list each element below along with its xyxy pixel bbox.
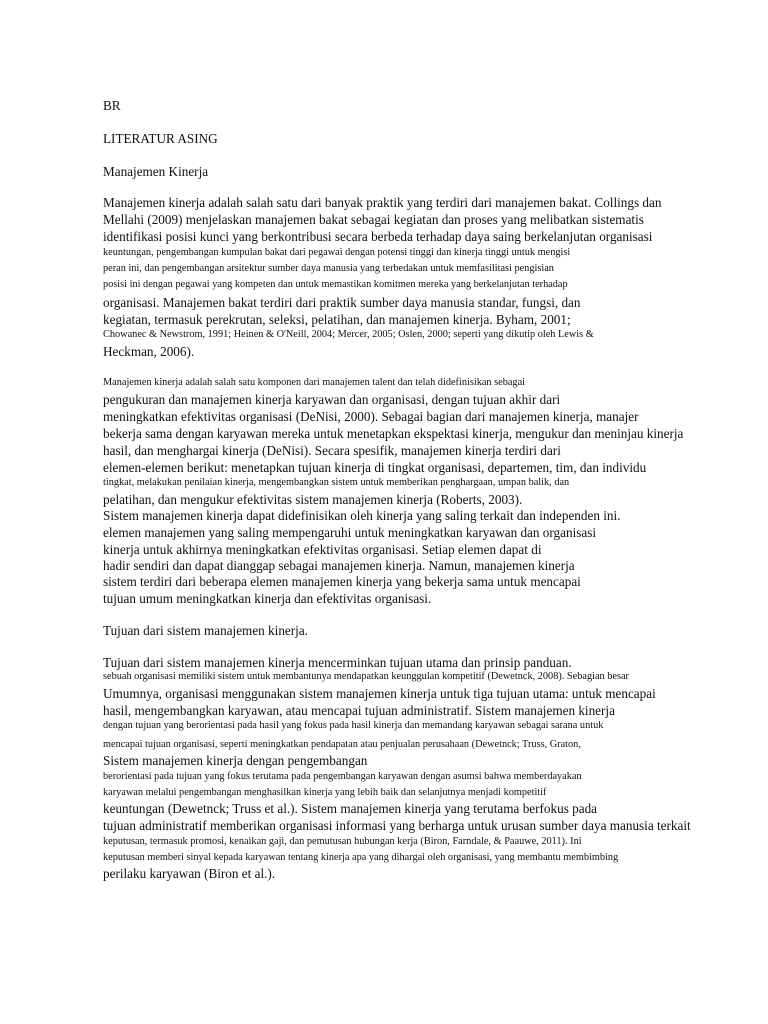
paragraph-1-line: keuntungan, pengembangan kumpulan bakat dari pegawai dengan potensi tinggi dan kinerja tinggi untuk mengisi <box>103 247 571 258</box>
paragraph-2-line: hasil, dan menghargai kinerja (DeNisi). Secara spesifik, manajemen kinerja terdiri dari <box>103 443 561 458</box>
paragraph-2-line: tujuan umum meningkatkan kinerja dan efektivitas organisasi. <box>103 591 432 606</box>
section-title-manajemen-kinerja: Manajemen Kinerja <box>103 164 209 179</box>
paragraph-2-line: elemen manajemen yang saling mempengaruhi untuk meningkatkan karyawan dan organisasi <box>103 525 597 540</box>
paragraph-2-line: Manajemen kinerja adalah salah satu komponen dari manajemen talent dan telah didefinisikan sebagai <box>103 377 526 388</box>
heading-br: BR <box>103 98 121 113</box>
paragraph-2-line: hadir sendiri dan dapat dianggap sebagai manajemen kinerja. Namun, manajemen kinerja <box>103 558 575 573</box>
paragraph-2-line: pelatihan, dan mengukur efektivitas sistem manajemen kinerja (Roberts, 2003). <box>103 492 523 507</box>
paragraph-2-line: meningkatkan efektivitas organisasi (DeNisi, 2000). Sebagai bagian dari manajemen kinerja, manajer <box>103 409 639 424</box>
paragraph-3-line: hasil, mengembangkan karyawan, atau mencapai tujuan administratif. Sistem manajemen kinerja <box>103 703 615 718</box>
paragraph-2-line: elemen-elemen berikut: menetapkan tujuan kinerja di tingkat organisasi, departemen, tim, dan individu <box>103 460 647 475</box>
paragraph-2-line: bekerja sama dengan karyawan mereka untuk menetapkan ekspektasi kinerja, mengukur dan meninjau kinerja <box>103 426 684 441</box>
paragraph-1-line: peran ini, dan pengembangan arsitektur sumber daya manusia yang terbedakan untuk memfasilitasi pengisian <box>103 263 554 274</box>
paragraph-3-line: keuntungan (Dewetnck; Truss et al.). Sistem manajemen kinerja yang terutama berfokus pada <box>103 801 598 816</box>
paragraph-3-line: mencapai tujuan organisasi, seperti meningkatkan pendapatan atau penjualan perusahaan (Dewetnck; Truss, Graton, <box>103 739 581 750</box>
paragraph-3-line: perilaku karyawan (Biron et al.). <box>103 866 276 881</box>
paragraph-1-line: Heckman, 2006). <box>103 344 195 359</box>
paragraph-2-line: sistem terdiri dari beberapa elemen manajemen kinerja yang bekerja sama untuk mencapai <box>103 574 581 589</box>
paragraph-1-line: Chowanec & Newstrom, 1991; Heinen & O'Neill, 2004; Mercer, 2005; Oslen, 2000; seperti yang dikutip oleh Lewis & <box>103 329 594 340</box>
paragraph-3-line: dengan tujuan yang berorientasi pada hasil yang fokus pada hasil kinerja dan memandang karyawan sebagai sarana untuk <box>103 720 604 731</box>
paragraph-2-line: tingkat, melakukan penilaian kinerja, mengembangkan sistem untuk memberikan penghargaan, umpan balik, dan <box>103 477 570 488</box>
paragraph-3-line: tujuan administratif memberikan organisasi informasi yang berharga untuk urusan sumber daya manusia terkait <box>103 818 691 833</box>
paragraph-1-line: identifikasi posisi kunci yang berkontribusi secara berbeda terhadap daya saing berkelanjutan organisasi <box>103 229 653 244</box>
paragraph-3-line: Tujuan dari sistem manajemen kinerja mencerminkan tujuan utama dan prinsip panduan. <box>103 655 572 670</box>
paragraph-2-line: kinerja untuk akhirnya meningkatkan efektivitas organisasi. Setiap elemen dapat di <box>103 542 542 557</box>
paragraph-1-line: organisasi. Manajemen bakat terdiri dari praktik sumber daya manusia standar, fungsi, dan <box>103 295 581 310</box>
paragraph-1-line: Manajemen kinerja adalah salah satu dari banyak praktik yang terdiri dari manajemen bakat. Collings dan <box>103 195 662 210</box>
paragraph-1-line: kegiatan, termasuk perekrutan, seleksi, pelatihan, dan manajemen kinerja. Byham, 2001; <box>103 312 571 327</box>
paragraph-2-line: Sistem manajemen kinerja dapat didefinisikan oleh kinerja yang saling terkait dan independen ini. <box>103 508 621 523</box>
paragraph-3-line: keputusan memberi sinyal kepada karyawan tentang kinerja apa yang dihargai oleh organisasi, yang membantu membimbing <box>103 852 619 863</box>
paragraph-1-line: posisi ini dengan pegawai yang kompeten dan untuk memastikan komitmen mereka yang berkelanjutan terhadap <box>103 279 568 290</box>
heading-literatur-asing: LITERATUR ASING <box>103 131 218 146</box>
paragraph-3-line: keputusan, termasuk promosi, kenaikan gaji, dan pemutusan hubungan kerja (Biron, Farndale, & Paauwe, 2011). Ini <box>103 836 582 847</box>
paragraph-2-line: pengukuran dan manajemen kinerja karyawan dan organisasi, dengan tujuan akhir dari <box>103 392 561 407</box>
paragraph-3-line: karyawan melalui pengembangan menghasilkan kinerja yang lebih baik dan selanjutnya menjadi kompetitif <box>103 787 547 798</box>
paragraph-3-line: sebuah organisasi memiliki sistem untuk membantunya mendapatkan keunggulan kompetitif (Dewetnck, 2008). Sebagian besar <box>103 671 629 682</box>
paragraph-1-line: Mellahi (2009) menjelaskan manajemen bakat sebagai kegiatan dan proses yang melibatkan sistematis <box>103 212 644 227</box>
paragraph-3-line: berorientasi pada tujuan yang fokus terutama pada pengembangan karyawan dengan asumsi bahwa memberdayakan <box>103 771 582 782</box>
paragraph-3-line: Umumnya, organisasi menggunakan sistem manajemen kinerja untuk tiga tujuan utama: untuk mencapai <box>103 686 656 701</box>
paragraph-3-line: Sistem manajemen kinerja dengan pengembangan <box>103 753 368 768</box>
section-title-tujuan: Tujuan dari sistem manajemen kinerja. <box>103 623 308 638</box>
